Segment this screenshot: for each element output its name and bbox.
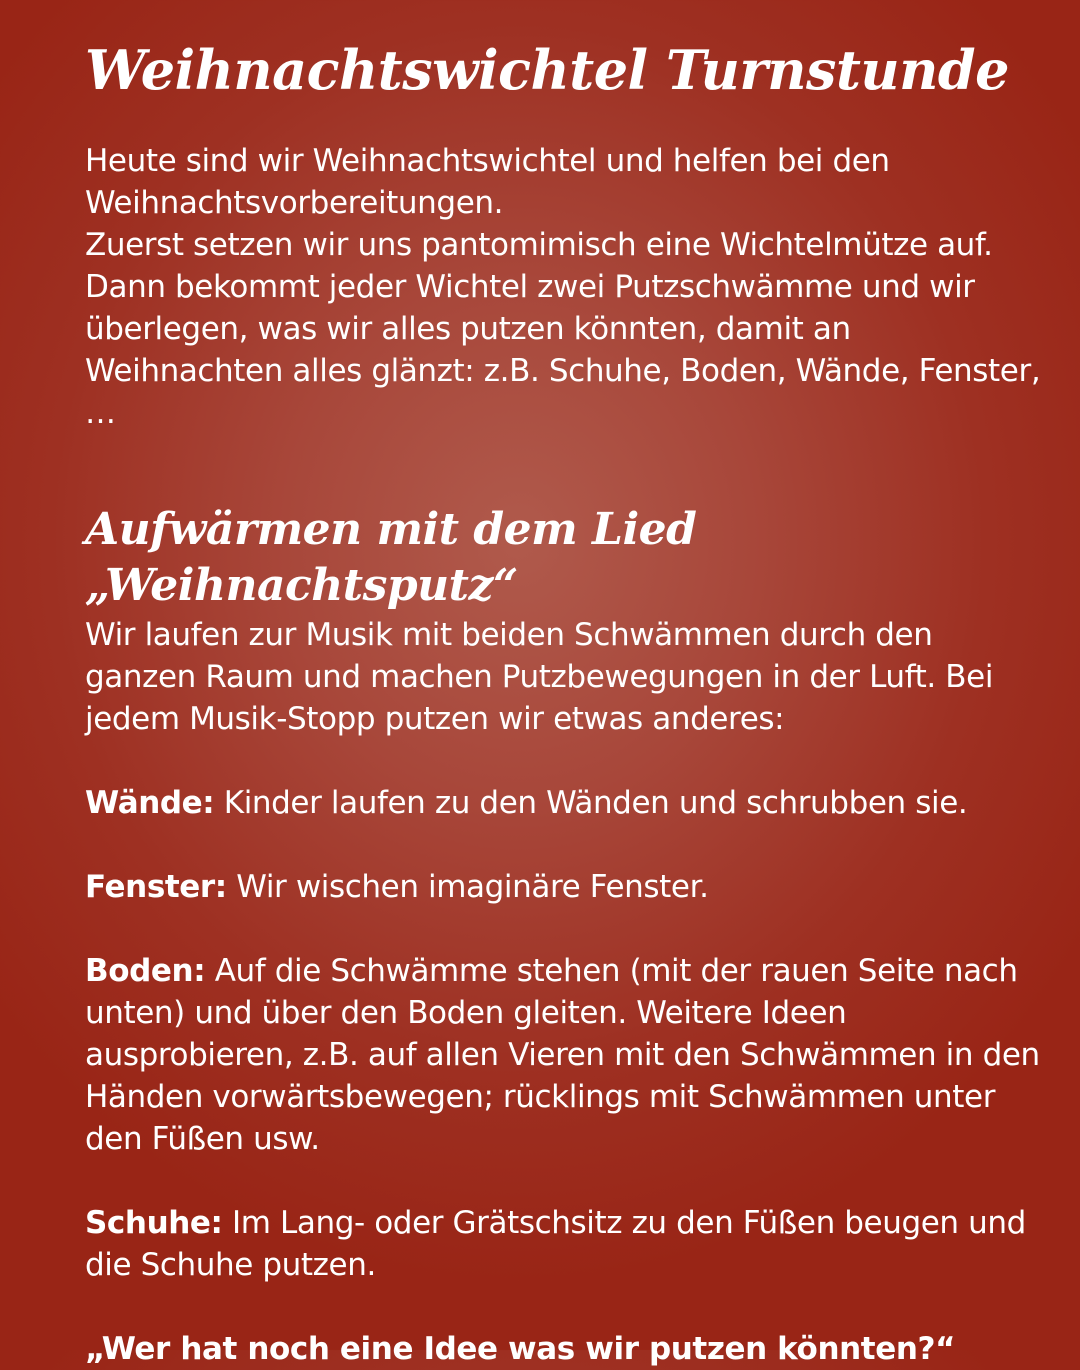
item-walls-text: Kinder laufen zu den Wänden und schrubben sie. <box>223 785 968 821</box>
intro-paragraph-2: Zuerst setzen wir uns pantomimisch eine Wichtelmütze auf. Dann bekommt jeder Wichtel zwei Putzschwämme und wir überlegen, was wir alles putzen könnten, damit an Weihnachten alles glänzt: z.B. Schuhe, Boden, Wände, Fenster, … <box>85 227 1041 431</box>
item-shoes <box>85 1202 1045 1286</box>
intro-paragraph-1: Heute sind wir Weihnachtswichtel und helfen bei den Weihnachtsvorbereitungen. <box>85 143 890 221</box>
item-windows-term: Fenster: <box>85 869 227 905</box>
closing-question: „Wer hat noch eine Idee was wir putzen könnten?“ <box>85 1331 956 1367</box>
document-page <box>85 30 1045 1370</box>
intro-section <box>85 140 1045 434</box>
item-floor <box>85 950 1045 1160</box>
page-title: Weihnachtswichtel Turnstunde <box>85 38 1010 102</box>
item-walls-term: Wände: <box>85 785 215 821</box>
item-shoes-term: Schuhe: <box>85 1205 223 1241</box>
item-shoes-text: Im Lang- oder Grätschsitz zu den Füßen beugen und die Schuhe putzen. <box>85 1205 1026 1283</box>
item-windows <box>85 866 1045 908</box>
item-floor-term: Boden: <box>85 953 206 989</box>
item-windows-text: Wir wischen imaginäre Fenster. <box>236 869 709 905</box>
warmup-paragraph: Wir laufen zur Musik mit beiden Schwämmen durch den ganzen Raum und machen Putzbewegungen in der Luft. Bei jedem Musik-Stopp putzen wir etwas anderes: <box>85 617 994 737</box>
warmup-heading: Aufwärmen mit dem Lied „Weihnachtsputz“ <box>85 504 697 611</box>
item-walls <box>85 782 1045 824</box>
item-floor-text: Auf die Schwämme stehen (mit der rauen Seite nach unten) und über den Boden gleiten. Weitere Ideen ausprobieren, z.B. auf allen Vieren mit den Schwämmen in den Händen vorwärtsbewegen; rücklings mit Schwämmen unter den Füßen usw. <box>85 953 1040 1157</box>
